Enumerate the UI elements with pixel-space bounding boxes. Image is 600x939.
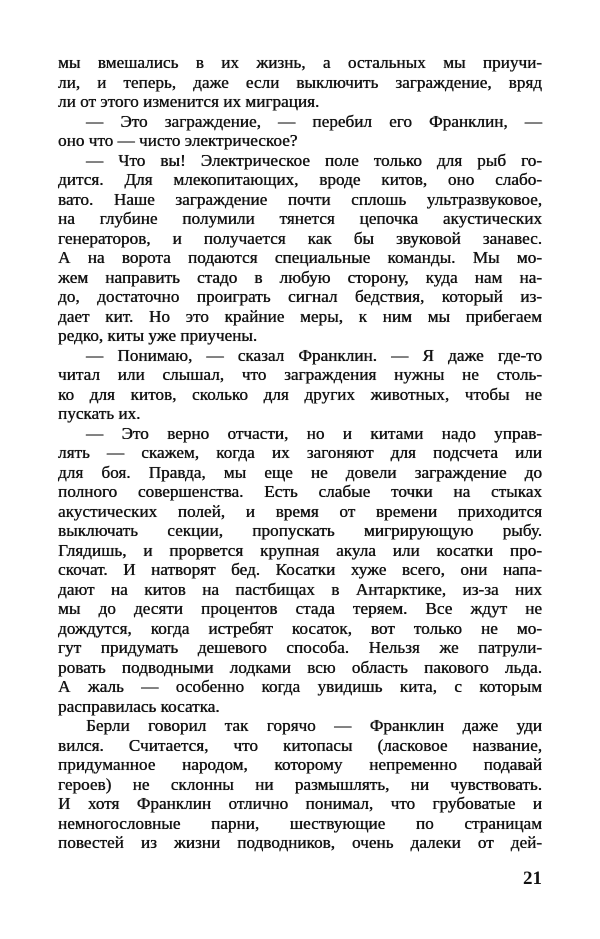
text-line: придуманное народом, которому непременно подавай [58, 755, 542, 774]
text-line: на глубине полумили тянется цепочка акустических [58, 209, 542, 228]
text-line: — Это верно отчасти, но и китами надо управ- [86, 423, 542, 443]
paragraph [58, 346, 542, 424]
text-line: мы вмешались в их жизнь, а остальных мы приучи- [58, 53, 542, 72]
text-line: до, достаточно проиграть сигнал бедствия, который из- [58, 287, 542, 306]
text-line: акустических полей, и время от времени приходится [58, 501, 542, 521]
text-line: генераторов, и получается как бы звуковой занавес. [58, 228, 542, 248]
text-line: лять — скажем, когда их загоняют для подсчета или [58, 443, 542, 462]
paragraph [58, 53, 542, 112]
text-line: дится. Для млекопитающих, вроде китов, оно слабо- [58, 170, 542, 189]
text-line: ли, и теперь, даже если выключить заграждение, вряд [58, 72, 542, 92]
text-line: Глядишь, и прорвется крупная акула или косатки про- [58, 540, 542, 560]
text-line: читал или слышал, что заграждения нужны не столь- [58, 365, 542, 384]
paragraph [58, 112, 542, 151]
text-line: дают на китов на пастбищах в Антарктике, из-за них [58, 579, 542, 599]
text-line: ровать подводными лодками всю область пакового льда. [58, 657, 542, 677]
paragraph [58, 151, 542, 346]
text-line: дождутся, когда истребят косаток, вот только не мо- [58, 618, 542, 638]
text-line: жем направить стадо в любую сторону, куда нам на- [58, 267, 542, 287]
paragraph [58, 716, 542, 853]
paragraph [58, 424, 542, 717]
text-line: повестей из жизни подводников, очень далеки от дей- [58, 833, 542, 852]
text-line: гут придумать дешевого способа. Нельзя же патрули- [58, 638, 542, 657]
text-line: полного совершенства. Есть слабые точки на стыках [58, 482, 542, 501]
text-line: И хотя Франклин отлично понимал, что грубоватые и [58, 794, 542, 813]
text-line: вато. Наше заграждение почти сплошь ультразвуковое, [58, 189, 542, 209]
text-line: — Это заграждение, — перебил его Франклин, — [86, 111, 542, 131]
text-line: оно что — чисто электрическое? [58, 131, 298, 150]
text-line: А на ворота подаются специальные команды. Мы мо- [58, 248, 542, 267]
page-number: 21 [523, 868, 542, 889]
text-line: для боя. Правда, мы еще не довели заграждение до [58, 462, 542, 482]
text-line: А жаль — особенно когда увидишь кита, с которым [58, 677, 542, 696]
text-line: героев) не склонны ни размышлять, ни чувствовать. [58, 774, 542, 794]
text-line: вился. Считается, что китопасы (ласковое название, [58, 735, 542, 755]
text-line: ко для китов, сколько для других животных, чтобы не [58, 384, 542, 404]
text-line: расправилась косатка. [58, 696, 220, 716]
text-line: мы до десяти процентов стада теряем. Все ждут не [58, 599, 542, 618]
text-line: ли от этого изменится их миграция. [58, 92, 320, 111]
text-line: — Что вы! Электрическое поле только для рыб го- [86, 150, 542, 170]
text-line: дает кит. Но это крайние меры, к ним мы прибегаем [58, 306, 542, 326]
text-line: выключать секции, пропускать мигрирующую рыбу. [58, 521, 542, 540]
text-line: немногословные парни, шествующие по страницам [58, 813, 542, 833]
text-line: редко, киты уже приучены. [58, 326, 258, 345]
text-line: скочат. И натворят бед. Косатки хуже всего, они напа- [58, 560, 542, 579]
text-line: пускать их. [58, 404, 141, 423]
text-line: — Понимаю, — сказал Франклин. — Я даже где-то [86, 345, 542, 365]
text-line: Берли говорил так горячо — Франклин даже уди [86, 716, 542, 735]
page-text [58, 53, 542, 853]
